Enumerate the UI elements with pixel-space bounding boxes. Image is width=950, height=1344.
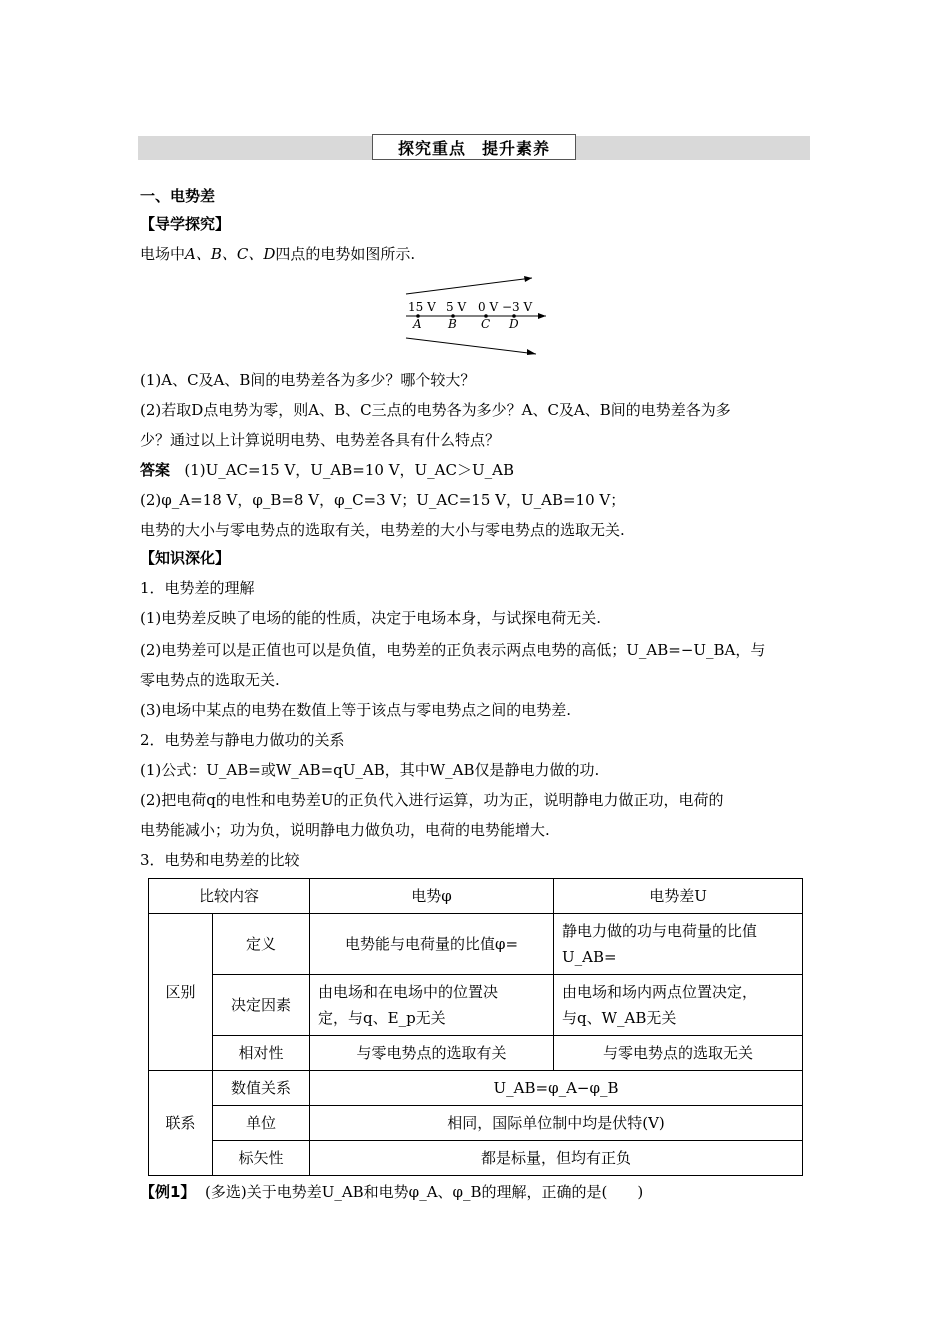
banner-title-left: 探究重点: [397, 138, 466, 158]
knowledge-point-1: (1)电势差反映了电场的能的性质，决定于电场本身，与试探电荷无关.: [140, 609, 602, 627]
table-row-label: 标矢性: [213, 1141, 310, 1176]
knowledge-heading-3: 3．电势和电势差的比较: [140, 851, 300, 869]
guide-label: 【导学探究】: [140, 215, 231, 233]
section-title: 一、电势差: [140, 187, 216, 205]
table-header-potential: 电势φ: [310, 879, 554, 914]
figure-point-a: A: [413, 317, 422, 331]
answer-label: 答案: [140, 461, 171, 479]
table-cell: 由电场和在电场中的位置决 定，与q、E_p无关: [310, 975, 554, 1036]
table-row-label: 决定因素: [213, 975, 310, 1036]
question-2-line2: 少？通过以上计算说明电势、电势差各具有什么特点？: [140, 431, 501, 449]
example-1: [140, 1182, 643, 1202]
banner-title-box: [372, 134, 576, 160]
question-2-line1: (2)若取D点电势为零，则A、B、C三点的电势各为多少？A、C及A、B间的电势差各为多: [140, 401, 731, 419]
table-row: [149, 914, 803, 975]
figure-potential-a: 15 V: [408, 300, 436, 314]
knowledge-point-5-line2: 电势能减小；功为负，说明静电力做负功，电荷的电势能增大.: [140, 821, 550, 839]
table-cell: 都是标量，但均有正负: [310, 1141, 803, 1176]
table-cell: 静电力做的功与电荷量的比值 U_AB=: [554, 914, 803, 975]
table-row: [149, 975, 803, 1036]
table-cell: 与零电势点的选取有关: [310, 1036, 554, 1071]
example-label: 【例1】: [140, 1183, 196, 1201]
figure-potential-b: 5 V: [446, 300, 467, 314]
comparison-table: [148, 878, 803, 1176]
figure-point-d: D: [509, 317, 519, 331]
table-row: [149, 1071, 803, 1106]
knowledge-point-2-line2: 零电势点的选取无关.: [140, 671, 280, 689]
table-row-label: 单位: [213, 1106, 310, 1141]
knowledge-point-2-line1: (2)电势差可以是正值也可以是负值，电势差的正负表示两点电势的高低；U_AB=−U_BA，与: [140, 641, 766, 659]
table-row: [149, 1036, 803, 1071]
table-row-label: 数值关系: [213, 1071, 310, 1106]
table-cell: 由电场和场内两点位置决定， 与q、W_AB无关: [554, 975, 803, 1036]
figure-point-b: B: [448, 317, 457, 331]
table-group-difference: 区别: [149, 914, 213, 1071]
figure-potential-c: 0 V: [478, 300, 499, 314]
answer-line-3: 电势的大小与零电势点的选取有关，电势差的大小与零电势点的选取无关.: [140, 521, 625, 539]
answer-line-2: (2)φ_A=18 V，φ_B=8 V，φ_C=3 V；U_AC=15 V，U_AB=10 V；: [140, 491, 626, 509]
knowledge-point-5-line1: (2)把电荷q的电性和电势差U的正负代入进行运算，功为正，说明静电力做正功，电荷的: [140, 791, 724, 809]
knowledge-formula: (1)公式：U_AB=或W_AB=qU_AB，其中W_AB仅是静电力做的功.: [140, 761, 600, 779]
example-text: (多选)关于电势差U_AB和电势φ_A、φ_B的理解，正确的是( ): [204, 1183, 644, 1201]
table-group-connection: 联系: [149, 1071, 213, 1176]
guide-intro-points: A、B、C、D: [185, 245, 276, 263]
table-row: [149, 1141, 803, 1176]
table-header-row: [149, 879, 803, 914]
figure-potential-d: −3 V: [502, 300, 533, 314]
table-header-content: 比较内容: [149, 879, 310, 914]
guide-intro: 电场中A、B、C、D四点的电势如图所示.: [140, 245, 416, 263]
table-cell: 与零电势点的选取无关: [554, 1036, 803, 1071]
knowledge-heading-2: 2．电势差与静电力做功的关系: [140, 731, 345, 749]
section-banner: [138, 136, 810, 160]
table-row-label: 定义: [213, 914, 310, 975]
knowledge-heading-1: 1．电势差的理解: [140, 579, 255, 597]
banner-title-right: 提升素养: [482, 138, 551, 158]
table-row-label: 相对性: [213, 1036, 310, 1071]
answer-line-1: 答案 (1)U_AC=15 V，U_AB=10 V，U_AC＞U_AB: [140, 461, 514, 479]
question-1: (1)A、C及A、B间的电势差各为多少？哪个较大？: [140, 371, 476, 389]
knowledge-label: 【知识深化】: [140, 549, 231, 567]
knowledge-point-3: (3)电场中某点的电势在数值上等于该点与零电势点之间的电势差.: [140, 701, 572, 719]
table-cell: 电势能与电荷量的比值φ=: [310, 914, 554, 975]
table-header-potential-difference: 电势差U: [554, 879, 803, 914]
table-row: [149, 1106, 803, 1141]
figure-point-c: C: [481, 317, 491, 331]
table-cell: U_AB=φ_A−φ_B: [310, 1071, 803, 1106]
potential-figure: [400, 270, 560, 360]
table-cell: 相同，国际单位制中均是伏特(V): [310, 1106, 803, 1141]
